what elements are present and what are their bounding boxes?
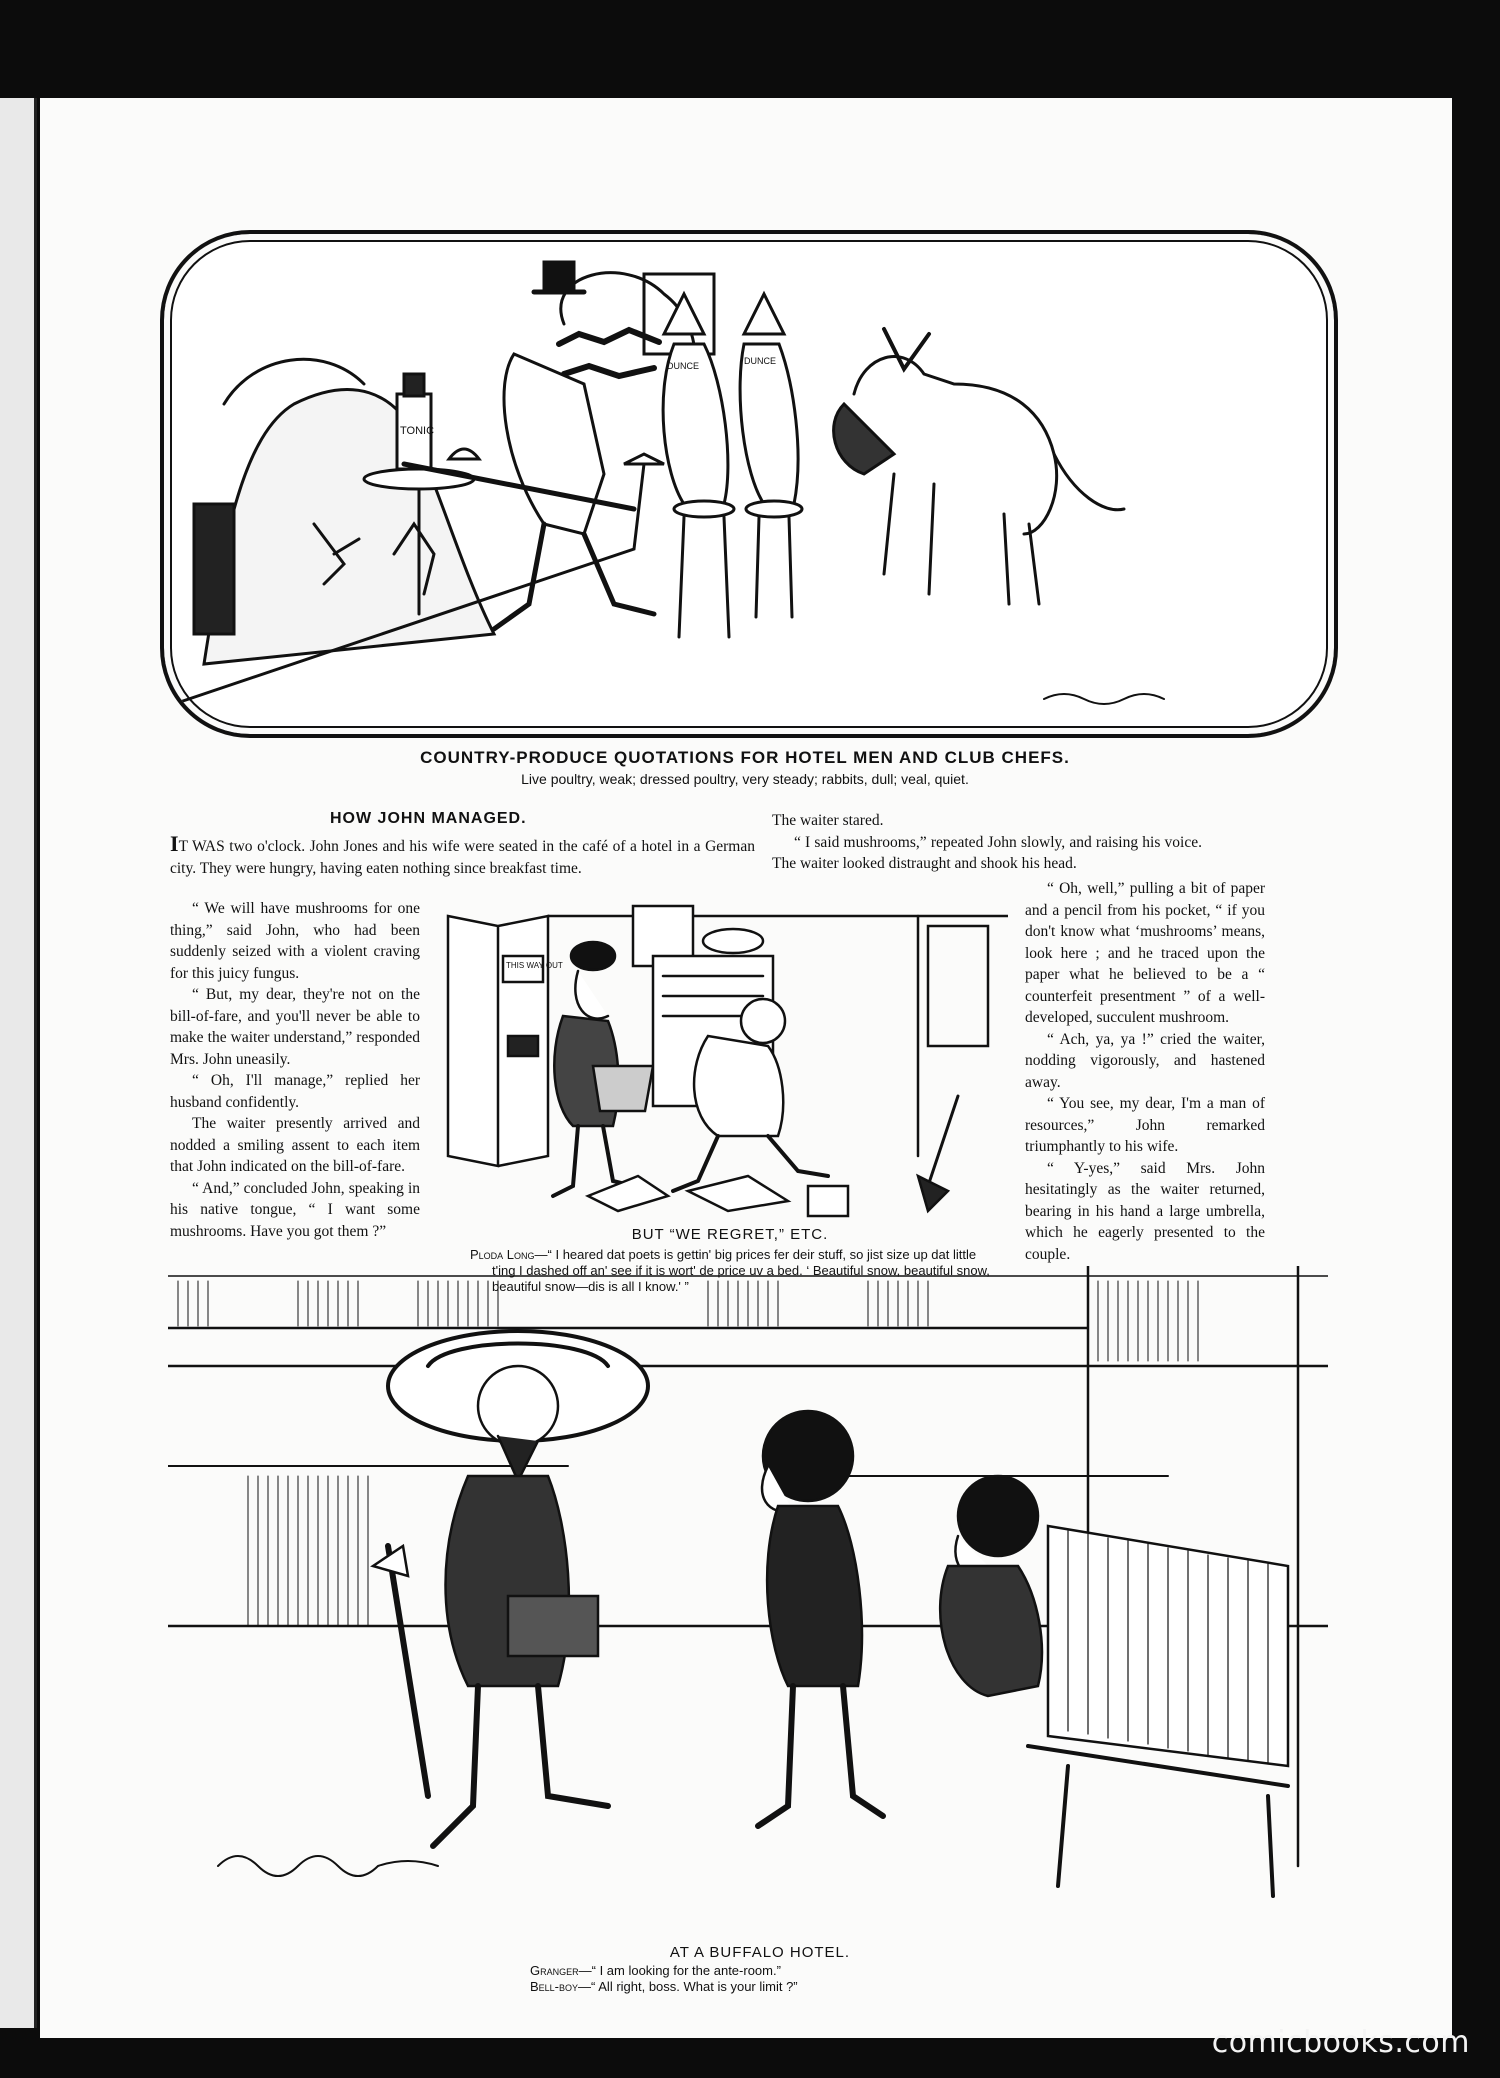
story-lead-text: T WAS two o'clock. John Jones and his wife were seated in the café of a hotel in a German city. They were hungry, having eaten nothing since breakfast time.: [170, 838, 755, 877]
speaker-bellboy: Bell-boy: [530, 1979, 579, 1994]
story-dropcap: I: [170, 831, 179, 856]
top-cartoon-caption: [160, 748, 1330, 787]
bottom-cartoon-caption: [530, 1945, 990, 1995]
mid-caption-speaker: Ploda Long: [470, 1247, 535, 1262]
story-paragraph: “ And,” concluded John, speaking in his native tongue, “ I want some mushrooms. Have you got them ?”: [170, 1179, 420, 1240]
mid-cartoon-illustration: [438, 896, 1008, 1218]
story-lead-paragraph: [170, 833, 755, 879]
top-cartoon-panel: [160, 230, 1338, 738]
story-paragraph: The waiter stared.: [772, 812, 884, 829]
story-right-top: [772, 810, 1202, 875]
bottom-cartoon-illustration: [168, 1266, 1328, 1936]
top-cartoon-illustration: [164, 234, 1334, 734]
bellboy-line: —“ All right, boss. What is your limit ?”: [578, 1979, 798, 1994]
story-paragraph: “ We will have mushrooms for one thing,” said John, who had been suddenly seized with a violent craving for this juicy fungus.: [170, 900, 420, 982]
story-paragraph: “ Oh, I'll manage,” replied her husband confidently.: [170, 1072, 420, 1111]
mid-caption-text: —“ I heared dat poets is gettin' big prices fer deir stuff, so jist size up dat little t'ing I dashed off an' see if it is wort' de price uv a bed. ‘ Beautiful snow, beautiful snow, beautiful snow—dis is all I know.' ”: [492, 1247, 990, 1294]
granger-line: —“ I am looking for the ante-room.”: [578, 1963, 781, 1978]
screen-sign: THIS WAY OUT: [506, 961, 563, 970]
story-paragraph: The waiter presently arrived and nodded a smiling assent to each item that John indicated on the bill-of-fare.: [170, 1115, 420, 1175]
story-paragraph: “ Ach, ya, ya !” cried the waiter, nodding vigorously, and hastened away.: [1025, 1030, 1265, 1091]
mid-caption-title: BUT “WE REGRET,” ETC.: [631, 1226, 829, 1243]
story-paragraph: “ You see, my dear, I'm a man of resources,” John remarked triumphantly to his wife.: [1025, 1095, 1265, 1155]
story-right-column: [1025, 878, 1265, 1265]
story-paragraph: “ But, my dear, they're not on the bill-of-fare, and you'll never be able to make the waiter understand,” responded Mrs. John uneasily.: [170, 986, 420, 1068]
top-caption-title: COUNTRY-PRODUCE QUOTATIONS FOR HOTEL MEN AND CLUB CHEFS.: [420, 748, 1070, 767]
dunce-hat-label-1: DUNCE: [667, 361, 700, 371]
top-caption-subtitle: Live poultry, weak; dressed poultry, very steady; rabbits, dull; veal, quiet.: [521, 771, 969, 787]
story-paragraph: “ Oh, well,” pulling a bit of paper and a pencil from his pocket, “ if you don't know what ‘mushrooms’ means, look here ; and he traced upon the paper what he believed to be a “ counterfeit presentment ” of a well-developed, succulent mushroom.: [1025, 880, 1265, 1026]
watermark: comicbooks.com: [1211, 2025, 1470, 2060]
bottle-label: TONIC: [400, 425, 435, 437]
magazine-page: [40, 98, 1452, 2038]
bottom-caption-line-2: [530, 1979, 990, 1995]
story-paragraph: “ I said mushrooms,” repeated John slowly, and raising his voice. The waiter looked distraught and shook his head.: [772, 833, 1202, 872]
facing-page-edge: [0, 98, 37, 2028]
story-title: HOW JOHN MANAGED.: [330, 810, 527, 827]
story-left-column: [170, 898, 420, 1242]
bottom-caption-line-1: [530, 1963, 990, 1979]
bottom-caption-title: AT A BUFFALO HOTEL.: [669, 1944, 851, 1961]
dunce-hat-label-2: DUNCE: [744, 356, 777, 366]
story-paragraph: “ Y-yes,” said Mrs. John hesitatingly as the waiter returned, bearing in his hand a large umbrella, which he eagerly presented to the couple.: [1025, 1159, 1265, 1263]
speaker-granger: Granger: [530, 1963, 579, 1978]
